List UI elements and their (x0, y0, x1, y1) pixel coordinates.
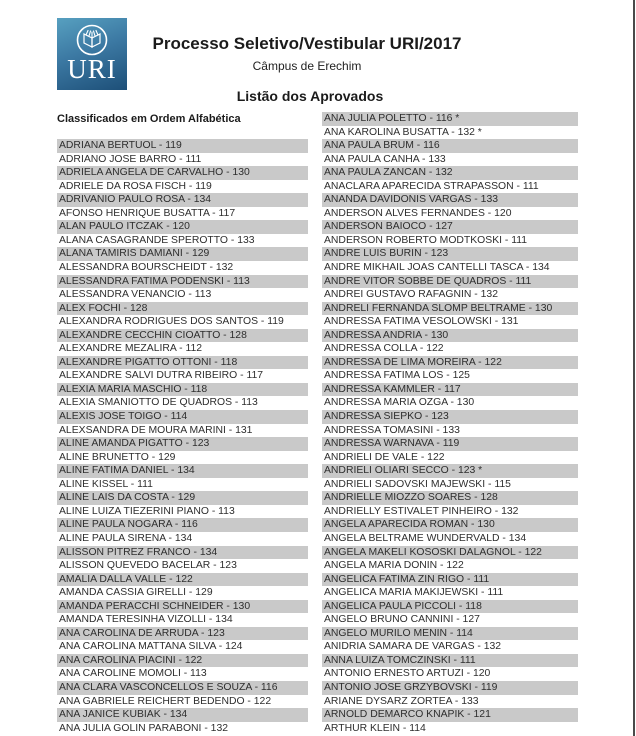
open-book-emblem-icon (75, 23, 109, 57)
list-item: ANTONIO JOSE GRZYBOVSKI - 119 (322, 681, 578, 695)
approved-list-right-column (322, 112, 578, 735)
list-item: ALEXIA MARIA MASCHIO - 118 (57, 383, 308, 397)
list-item: ANA KAROLINA BUSATTA - 132 * (324, 126, 482, 138)
list-item: ANA JULIA GOLIN PARABONI - 132 (59, 722, 229, 734)
list-item: ALISSON QUEVEDO BACELAR - 123 (59, 560, 237, 572)
list-item: ANDRESSA WARNAVA - 119 (322, 437, 578, 451)
list-item: ADRIVANIO PAULO ROSA - 134 (57, 193, 308, 207)
list-item: ARNOLD DEMARCO KNAPIK - 121 (322, 708, 578, 722)
list-item: ANA CAROLINA PIACINI - 122 (57, 654, 308, 668)
list-item: ALEXIS JOSE TOIGO - 114 (57, 410, 308, 424)
list-item: ANGELA BELTRAME WUNDERVALD - 134 (324, 532, 527, 544)
list-item: ANDRESSA DE LIMA MOREIRA - 122 (322, 356, 578, 370)
list-item: ANGELO MURILO MENIN - 114 (322, 627, 578, 641)
logo-wordmark: URI (67, 54, 117, 84)
list-item: ALINE FATIMA DANIEL - 134 (57, 464, 308, 478)
list-item: ALANA TAMIRIS DAMIANI - 129 (57, 247, 308, 261)
list-item: ANGELA APARECIDA ROMAN - 130 (322, 518, 578, 532)
list-item: ANA JANICE KUBIAK - 134 (57, 708, 308, 722)
list-item: ANDERSON BAIOCO - 127 (322, 220, 578, 234)
list-item: ALEXANDRE CECCHIN CIOATTO - 128 (57, 329, 308, 343)
list-item: AMANDA PERACCHI SCHNEIDER - 130 (57, 600, 308, 614)
list-item: ANDERSON ALVES FERNANDES - 120 (324, 207, 512, 219)
list-item: ANA PAULA BRUM - 116 (322, 139, 578, 153)
list-item: ARIANE DYSARZ ZORTEA - 133 (324, 695, 479, 707)
list-item: AFONSO HENRIQUE BUSATTA - 117 (59, 207, 236, 219)
list-item: ANDRIELI SADOVSKI MAJEWSKI - 115 (324, 478, 511, 490)
list-item: ALINE KISSEL - 111 (59, 478, 153, 490)
approved-list-left-column (57, 112, 308, 735)
right-rows (322, 112, 578, 735)
list-item: ANDRIELI DE VALE - 122 (324, 451, 445, 463)
list-item: ANDRIELLY ESTIVALET PINHEIRO - 132 (324, 505, 519, 517)
section-title: Listão dos Aprovados (236, 88, 384, 104)
list-item: ANGELICA FATIMA ZIN RIGO - 111 (322, 573, 578, 587)
list-item: ADRIANA BERTUOL - 119 (57, 139, 308, 153)
campus-subtitle: Câmpus de Erechim (252, 59, 362, 73)
list-item: ALINE PAULA SIRENA - 134 (59, 532, 193, 544)
list-item: ARTHUR KLEIN - 114 (324, 722, 426, 734)
list-item: ALEXANDRE PIGATTO OTTONI - 118 (57, 356, 308, 370)
list-item: ANDRESSA SIEPKO - 123 (322, 410, 578, 424)
list-item: ALINE BRUNETTO - 129 (59, 451, 176, 463)
left-rows (57, 139, 308, 735)
list-item: ALINE LAIS DA COSTA - 129 (57, 491, 308, 505)
header-titles (127, 34, 487, 73)
list-item: AMALIA DALLA VALLE - 122 (57, 573, 308, 587)
list-item: ALEXANDRE MEZALIRA - 112 (59, 343, 203, 355)
list-item: ANA PAULA ZANCAN - 132 (322, 166, 578, 180)
uri-logo (57, 18, 127, 90)
list-item: ANA GABRIELE REICHERT BEDENDO - 122 (59, 695, 272, 707)
list-item: ANDRESSA FATIMA VESOLOWSKI - 131 (324, 316, 519, 328)
list-item: ANDRELI FERNANDA SLOMP BELTRAME - 130 (322, 302, 578, 316)
list-item: ANDRESSA FATIMA LOS - 125 (324, 370, 470, 382)
list-item: AMANDA CASSIA GIRELLI - 129 (59, 587, 213, 599)
page-right-border (633, 0, 635, 736)
page-title: Processo Seletivo/Vestibular URI/2017 (152, 34, 462, 53)
list-item: ADRIANO JOSE BARRO - 111 (59, 153, 202, 165)
list-item: ANGELA MAKELI KOSOSKI DALAGNOL - 122 (322, 546, 578, 560)
list-item: ANDRE MIKHAIL JOAS CANTELLI TASCA - 134 (324, 262, 550, 274)
list-item: ALESSANDRA FATIMA PODENSKI - 113 (57, 275, 308, 289)
list-item: ANDRE LUIS BURIN - 123 (322, 247, 578, 261)
list-item: ANDRESSA COLLA - 122 (324, 343, 444, 355)
list-item: ALANA CASAGRANDE SPEROTTO - 133 (59, 234, 255, 246)
list-item: ALEXANDRA RODRIGUES DOS SANTOS - 119 (59, 316, 284, 328)
list-item: ALAN PAULO ITCZAK - 120 (57, 220, 308, 234)
list-item: ANDRESSA KAMMLER - 117 (322, 383, 578, 397)
list-item: ALEXIA SMANIOTTO DE QUADROS - 113 (59, 397, 258, 409)
list-item: ANA CAROLINE MOMOLI - 113 (59, 668, 207, 680)
list-item: ANDRIELI OLIARI SECCO - 123 * (322, 464, 578, 478)
list-item: ANACLARA APARECIDA STRAPASSON - 111 (324, 180, 539, 192)
list-item: ANGELICA MARIA MAKIJEWSKI - 111 (324, 587, 504, 599)
list-item: ALINE LUIZA TIEZERINI PIANO - 113 (59, 505, 235, 517)
list-item: ALESSANDRA BOURSCHEIDT - 132 (59, 262, 234, 274)
list-item: ALINE PAULA NOGARA - 116 (57, 518, 308, 532)
list-item: ANDERSON ROBERTO MODTKOSKI - 111 (324, 234, 528, 246)
list-item: ANA CAROLINA MATTANA SILVA - 124 (59, 641, 243, 653)
list-item: ANDRESSA MARIA OZGA - 130 (324, 397, 475, 409)
list-item: ANDRESSA TOMASINI - 133 (324, 424, 460, 436)
list-item: ANA CLARA VASCONCELLOS E SOUZA - 116 (57, 681, 308, 695)
list-item: ANIDRIA SAMARA DE VARGAS - 132 (324, 641, 502, 653)
list-item: ANDRE VITOR SOBBE DE QUADROS - 111 (322, 275, 578, 289)
list-item: ADRIELE DA ROSA FISCH - 119 (59, 180, 212, 192)
list-item: ADRIELA ANGELA DE CARVALHO - 130 (57, 166, 308, 180)
list-item: ANGELICA PAULA PICCOLI - 118 (322, 600, 578, 614)
list-item: ANA PAULA CANHA - 133 (324, 153, 446, 165)
list-item: ANGELO BRUNO CANNINI - 127 (324, 614, 480, 626)
list-item: ALEXSANDRA DE MOURA MARINI - 131 (59, 424, 253, 436)
list-item: ANTONIO ERNESTO ARTUZI - 120 (324, 668, 491, 680)
list-item: ANNA LUIZA TOMCZINSKI - 111 (322, 654, 578, 668)
list-item: AMANDA TERESINHA VIZOLLI - 134 (59, 614, 233, 626)
list-item: ALINE AMANDA PIGATTO - 123 (57, 437, 308, 451)
list-item: ANDRESSA ANDRIA - 130 (322, 329, 578, 343)
list-item: ALISSON PITREZ FRANCO - 134 (57, 546, 308, 560)
list-item: ALEX FOCHI - 128 (57, 302, 308, 316)
list-item: ANDREI GUSTAVO RAFAGNIN - 132 (324, 289, 498, 301)
list-item: ANA CAROLINA DE ARRUDA - 123 (57, 627, 308, 641)
list-item: ANA JULIA POLETTO - 116 * (322, 112, 578, 126)
list-item: ALESSANDRA VENANCIO - 113 (59, 289, 212, 301)
list-header: Classificados em Ordem Alfabética (57, 113, 241, 125)
list-item: ALEXANDRE SALVI DUTRA RIBEIRO - 117 (59, 370, 264, 382)
list-item: ANDRIELLE MIOZZO SOARES - 128 (322, 491, 578, 505)
list-item: ANGELA MARIA DONIN - 122 (324, 560, 464, 572)
list-item: ANANDA DAVIDONIS VARGAS - 133 (322, 193, 578, 207)
